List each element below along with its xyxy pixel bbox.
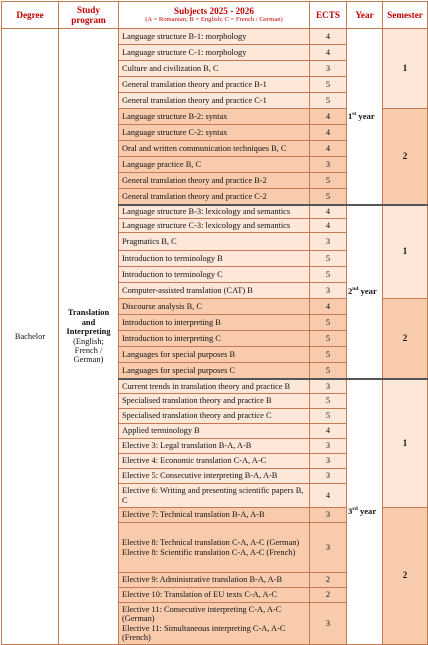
header-subjects bbox=[119, 2, 310, 29]
subject-cell: General translation theory and practice C-1 bbox=[119, 93, 310, 109]
subject-line: Elective 8: Scientific translation C-A, A-C (French) bbox=[122, 547, 296, 557]
ects-cell: 4 bbox=[310, 299, 347, 315]
subject-cell: Oral and written communication techniques B, C bbox=[119, 141, 310, 157]
subject-line: Elective 11: Simultaneous interpreting C-A, A-C (French) bbox=[122, 623, 286, 642]
ects-cell: 3 bbox=[310, 439, 347, 454]
ects-cell: 4 bbox=[310, 205, 347, 219]
subject-cell: Elective 10: Translation of EU texts C-A, A-C bbox=[119, 588, 310, 603]
subject-cell: Culture and civilization B, C bbox=[119, 61, 310, 77]
ects-cell: 4 bbox=[310, 29, 347, 45]
curriculum-table bbox=[1, 1, 428, 645]
subject-cell: Introduction to interpreting C bbox=[119, 331, 310, 347]
header-degree: Degree bbox=[2, 2, 59, 29]
ects-cell: 3 bbox=[310, 508, 347, 523]
subject-cell: Specialised translation theory and practice B bbox=[119, 394, 310, 409]
semester-cell: 2 bbox=[383, 109, 428, 205]
ects-cell: 4 bbox=[310, 484, 347, 508]
subject-cell: Language structure B-3: lexicology and semantics bbox=[119, 205, 310, 219]
ects-cell: 5 bbox=[310, 93, 347, 109]
subject-cell: Elective 5: Consecutive interpreting B-A, A-B bbox=[119, 469, 310, 484]
ects-cell: 5 bbox=[310, 363, 347, 379]
ects-cell: 3 bbox=[310, 379, 347, 394]
ects-cell: 4 bbox=[310, 424, 347, 439]
subject-cell: Language practice B, C bbox=[119, 157, 310, 173]
subject-cell: Languages for special purposes C bbox=[119, 363, 310, 379]
ects-cell: 3 bbox=[310, 61, 347, 77]
header-row bbox=[2, 2, 428, 29]
subject-cell: Elective 3: Legal translation B-A, A-B bbox=[119, 439, 310, 454]
ects-cell: 3 bbox=[310, 603, 347, 645]
degree-cell: Bachelor bbox=[2, 29, 59, 645]
ects-cell: 5 bbox=[310, 331, 347, 347]
year-cell-2: 2nd year bbox=[347, 205, 383, 379]
subject-cell: General translation theory and practice B-1 bbox=[119, 77, 310, 93]
program-cell bbox=[59, 29, 119, 645]
header-program: Study program bbox=[59, 2, 119, 29]
ects-cell: 3 bbox=[310, 454, 347, 469]
ects-cell: 5 bbox=[310, 173, 347, 189]
semester-cell: 1 bbox=[383, 205, 428, 299]
subject-line: Elective 8: Technical translation C-A, A-C (German) bbox=[122, 538, 300, 548]
subject-cell: Applied terminology B bbox=[119, 424, 310, 439]
semester-cell: 2 bbox=[383, 508, 428, 645]
subject-cell: Elective 7: Technical translation B-A, A-B bbox=[119, 508, 310, 523]
header-subjects-title: Subjects 2025 - 2026 bbox=[174, 6, 254, 16]
ects-cell: 5 bbox=[310, 315, 347, 331]
ects-cell: 3 bbox=[310, 283, 347, 299]
year-cell-1: 1st year bbox=[347, 29, 383, 205]
subject-cell: Languages for special purposes B bbox=[119, 347, 310, 363]
subject-cell: Introduction to terminology C bbox=[119, 267, 310, 283]
curriculum-table-container bbox=[1, 1, 427, 643]
subject-cell: Elective 4: Economic translation C-A, A-C bbox=[119, 454, 310, 469]
semester-cell: 2 bbox=[383, 299, 428, 379]
ects-cell: 2 bbox=[310, 588, 347, 603]
ects-cell: 5 bbox=[310, 77, 347, 93]
subject-cell: General translation theory and practice B-2 bbox=[119, 173, 310, 189]
ects-cell: 4 bbox=[310, 45, 347, 61]
subject-cell bbox=[119, 523, 310, 573]
subject-cell: Computer-assisted translation (CAT) B bbox=[119, 283, 310, 299]
ects-cell: 5 bbox=[310, 189, 347, 205]
ects-cell: 3 bbox=[310, 523, 347, 573]
semester-cell: 1 bbox=[383, 29, 428, 109]
header-semester: Semester bbox=[383, 2, 428, 29]
ects-cell: 5 bbox=[310, 267, 347, 283]
ects-cell: 3 bbox=[310, 233, 347, 251]
ects-cell: 3 bbox=[310, 469, 347, 484]
table-row bbox=[2, 29, 428, 45]
subject-cell: Current trends in translation theory and practice B bbox=[119, 379, 310, 394]
ects-cell: 4 bbox=[310, 219, 347, 233]
ects-cell: 5 bbox=[310, 347, 347, 363]
subject-cell: Pragmatics B, C bbox=[119, 233, 310, 251]
ects-cell: 5 bbox=[310, 394, 347, 409]
ects-cell: 4 bbox=[310, 141, 347, 157]
subject-cell: Language structure B-2: syntax bbox=[119, 109, 310, 125]
subject-cell: Elective 9: Administrative translation B-A, A-B bbox=[119, 573, 310, 588]
header-subjects-note: (A = Romanian; B = English; C = French / German) bbox=[145, 16, 283, 23]
ects-cell: 5 bbox=[310, 409, 347, 424]
program-languages: (English; French / German) bbox=[73, 336, 104, 365]
year-cell-3: 3rd year bbox=[347, 379, 383, 645]
subject-cell: Language structure B-1: morphology bbox=[119, 29, 310, 45]
program-title: Translation and Interpreting bbox=[66, 308, 111, 337]
subject-cell: Language structure C-3: lexicology and semantics bbox=[119, 219, 310, 233]
subject-cell: General translation theory and practice C-2 bbox=[119, 189, 310, 205]
subject-cell: Specialised translation theory and practice C bbox=[119, 409, 310, 424]
header-ects: ECTS bbox=[310, 2, 347, 29]
ects-cell: 5 bbox=[310, 251, 347, 267]
subject-cell: Language structure C-1: morphology bbox=[119, 45, 310, 61]
ects-cell: 3 bbox=[310, 157, 347, 173]
subject-cell: Introduction to interpreting B bbox=[119, 315, 310, 331]
subject-cell: Elective 6: Writing and presenting scientific papers B, C bbox=[119, 484, 310, 508]
semester-cell: 1 bbox=[383, 379, 428, 508]
subject-cell: Discourse analysis B, C bbox=[119, 299, 310, 315]
ects-cell: 4 bbox=[310, 109, 347, 125]
header-year: Year bbox=[347, 2, 383, 29]
subject-cell bbox=[119, 603, 310, 645]
subject-line: Elective 11: Consecutive interpreting C-A, A-C (German) bbox=[122, 604, 282, 624]
ects-cell: 4 bbox=[310, 125, 347, 141]
subject-cell: Introduction to terminology B bbox=[119, 251, 310, 267]
subject-cell: Language structure C-2: syntax bbox=[119, 125, 310, 141]
ects-cell: 2 bbox=[310, 573, 347, 588]
